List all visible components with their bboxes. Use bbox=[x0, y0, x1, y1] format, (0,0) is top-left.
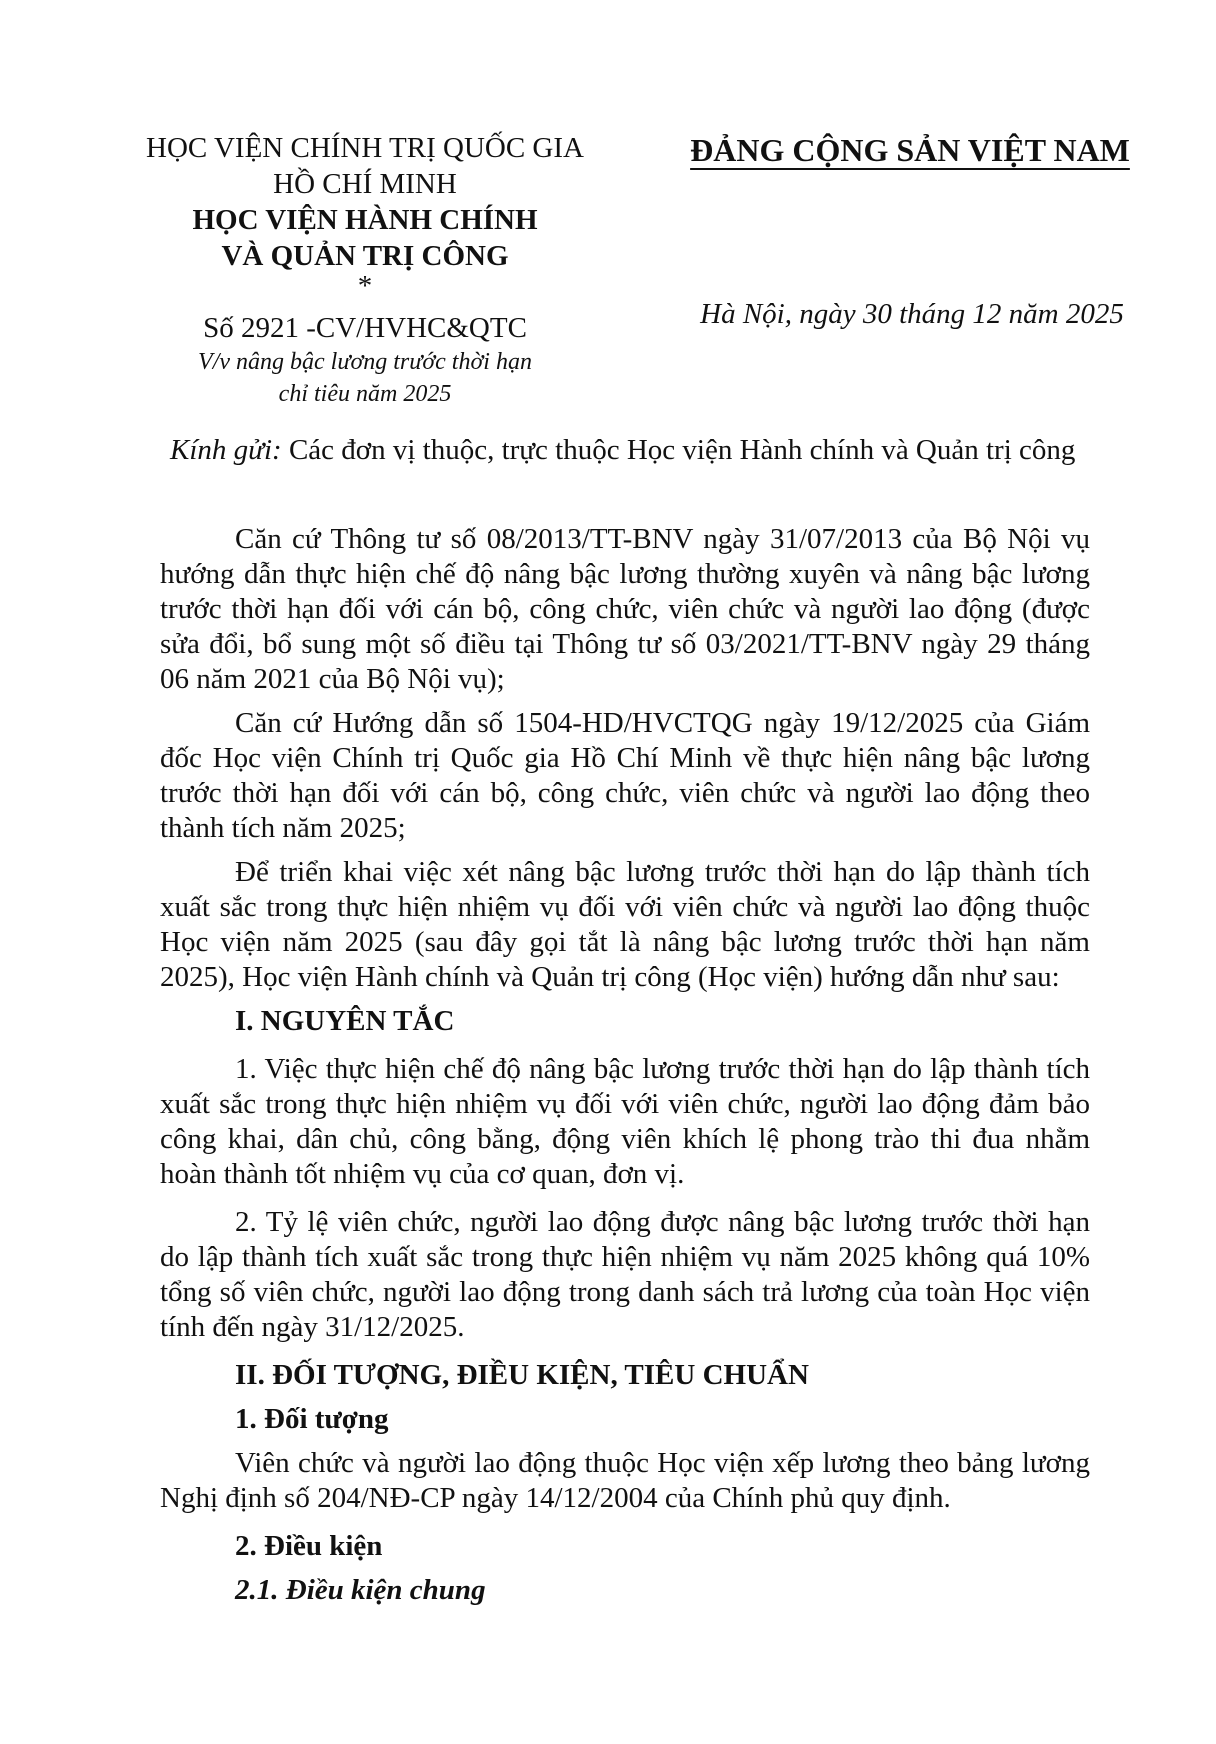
org-name-line-2: VÀ QUẢN TRỊ CÔNG bbox=[221, 240, 509, 272]
party-header bbox=[660, 130, 1160, 170]
paragraph-principle-1: 1. Việc thực hiện chế độ nâng bậc lương trước thời hạn do lập thành tích xuất sắc trong thực hiện nhiệm vụ đối với viên chức, người lao động đảm bảo công khai, dân chủ, công bằng, động viên khích lệ phong trào thi đua nhằm hoàn thành tốt nhiệm vụ của cơ quan, đơn vị. bbox=[160, 1053, 1090, 1190]
paragraph-subjects: Viên chức và người lao động thuộc Học viện xếp lương theo bảng lương Nghị định số 204/NĐ-CP ngày 14/12/2004 của Chính phủ quy định. bbox=[160, 1447, 1090, 1514]
subject-line-2: chỉ tiêu năm 2025 bbox=[278, 381, 452, 407]
party-name: ĐẢNG CỘNG SẢN VIỆT NAM bbox=[690, 132, 1130, 168]
document-number: Số 2921 -CV/HVHC&QTC bbox=[203, 312, 527, 344]
paragraph-legal-basis-2: Căn cứ Hướng dẫn số 1504-HD/HVCTQG ngày 19/12/2025 của Giám đốc Học viện Chính trị Quốc gia Hồ Chí Minh về thực hiện nâng bậc lương trước thời hạn đối với cán bộ, công chức, viên chức và người lao động theo thành tích năm 2025; bbox=[160, 707, 1090, 844]
paragraph-legal-basis-1: Căn cứ Thông tư số 08/2013/TT-BNV ngày 31/07/2013 của Bộ Nội vụ hướng dẫn thực hiện chế độ nâng bậc lương thường xuyên và nâng bậc lương trước thời hạn đối với cán bộ, công chức, viên chức và người lao động (được sửa đổi, bổ sung một số điều tại Thông tư số 03/2021/TT-BNV ngày 29 tháng 06 năm 2021 của Bộ Nội vụ); bbox=[160, 523, 1090, 695]
subheading-general-conditions: 2.1. Điều kiện chung bbox=[235, 1574, 486, 1606]
document-body bbox=[160, 522, 1090, 1608]
recipient-label: Kính gửi: bbox=[170, 434, 282, 466]
section-heading-subjects: II. ĐỐI TƯỢNG, ĐIỀU KIỆN, TIÊU CHUẨN bbox=[235, 1359, 809, 1391]
org-name-line-1: HỌC VIỆN HÀNH CHÍNH bbox=[192, 204, 538, 236]
document-date: Hà Nội, ngày 30 tháng 12 năm 2025 bbox=[700, 298, 1124, 330]
subheading-subjects: 1. Đối tượng bbox=[235, 1403, 389, 1435]
recipient-line bbox=[170, 432, 1075, 468]
subject-line-1: V/v nâng bậc lương trước thời hạn bbox=[198, 349, 532, 375]
org-line-1: HỌC VIỆN CHÍNH TRỊ QUỐC GIA bbox=[146, 132, 584, 164]
paragraph-purpose: Để triển khai việc xét nâng bậc lương trước thời hạn do lập thành tích xuất sắc trong thực hiện nhiệm vụ đối với viên chức và người lao động thuộc Học viện năm 2025 (sau đây gọi tắt là nâng bậc lương trước thời hạn năm 2025), Học viện Hành chính và Quản trị công (Học viện) hướng dẫn như sau: bbox=[160, 856, 1090, 993]
recipient-text: Các đơn vị thuộc, trực thuộc Học viện Hành chính và Quản trị công bbox=[281, 434, 1076, 466]
issuing-organization bbox=[130, 130, 600, 410]
section-heading-principles: I. NGUYÊN TẮC bbox=[235, 1005, 455, 1037]
paragraph-principle-2: 2. Tỷ lệ viên chức, người lao động được nâng bậc lương trước thời hạn do lập thành tích xuất sắc trong thực hiện nhiệm vụ năm 2025 không quá 10% tổng số viên chức, người lao động trong danh sách trả lương của toàn Học viện tính đến ngày 31/12/2025. bbox=[160, 1206, 1090, 1343]
org-line-2: HỒ CHÍ MINH bbox=[273, 168, 457, 200]
star-separator: * bbox=[357, 270, 373, 302]
subheading-conditions: 2. Điều kiện bbox=[235, 1530, 383, 1562]
